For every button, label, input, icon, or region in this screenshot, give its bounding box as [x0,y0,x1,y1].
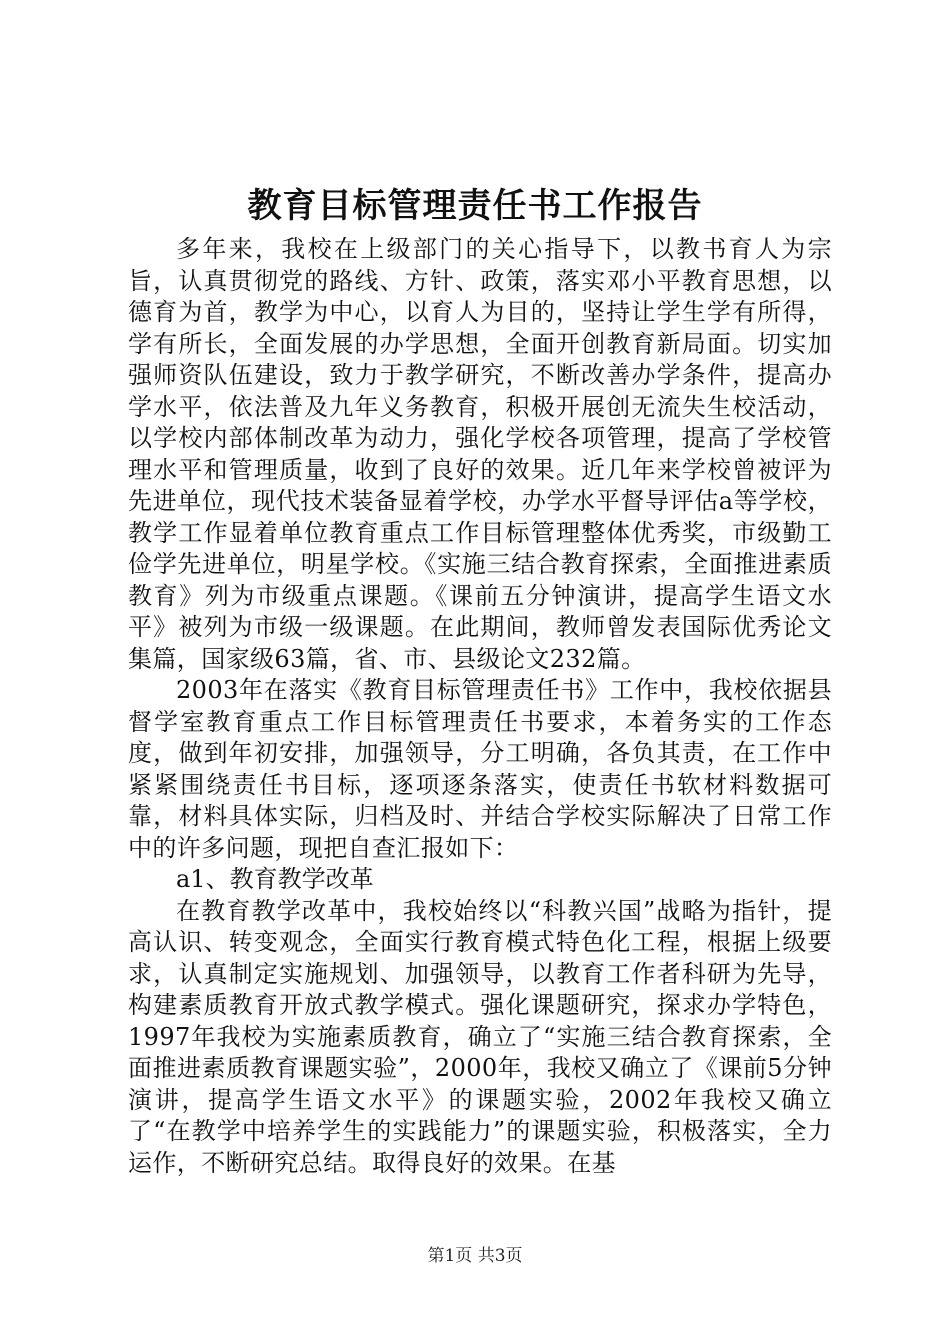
page-footer: 第1页 共3页 [427,1246,523,1266]
document-title: 教育目标管理责任书工作报告 [247,186,703,226]
document-body [128,234,832,1179]
section-heading-a1: a1、教育教学改革 [176,865,374,893]
paragraph-teaching-reform: 在教育教学改革中，我校始终以“科教兴国”战略为指针，提高认识、转变观念，全面实行教育模式特色化工程，根据上级要求，认真制定实施规划、加强领导，以教育工作者科研为先导，构建素质教育开放式教学模式。强化课题研究，探求办学特色，1997年我校为实施素质教育，确立了“实施三结合教育探索，全面推进素质教育课题实验”，2000年，我校又确立了《课前5分钟演讲，提高学生语文水平》的课题实验，2002年我校又确立了“在教学中培养学生的实践能力”的课题实验，积极落实，全力运作，不断研究总结。取得良好的效果。在基 [128,896,832,1177]
paragraph-2003-report: 2003年在落实《教育目标管理责任书》工作中，我校依据县督学室教育重点工作目标管理责任书要求，本着务实的工作态度，做到年初安排，加强领导，分工明确，各负其责，在工作中紧紧围绕责任书目标，逐项逐条落实，使责任书软材料数据可靠，材料具体实际，归档及时、并结合学校实际解决了日常工作中的许多问题，现把自查汇报如下： [128,676,832,862]
paragraph-intro: 多年来，我校在上级部门的关心指导下，以教书育人为宗旨，认真贯彻党的路线、方针、政策，落实邓小平教育思想，以德育为首，教学为中心，以育人为目的，坚持让学生学有所得，学有所长，全面发展的办学思想，全面开创教育新局面。切实加强师资队伍建设，致力于教学研究，不断改善办学条件，提高办学水平，依法普及九年义务教育，积极开展创无流失生校活动，以学校内部体制改革为动力，强化学校各项管理，提高了学校管理水平和管理质量，收到了良好的效果。近几年来学校曾被评为先进单位，现代技术装备显着学校，办学水平督导评估a等学校，教学工作显着单位教育重点工作目标管理整体优秀奖，市级勤工俭学先进单位，明星学校。《实施三结合教育探索，全面推进素质教育》列为市级重点课题。《课前五分钟演讲，提高学生语文水平》被列为市级一级课题。在此期间，教师曾发表国际优秀论文集篇，国家级63篇，省、市、县级论文232篇。 [128,235,832,673]
